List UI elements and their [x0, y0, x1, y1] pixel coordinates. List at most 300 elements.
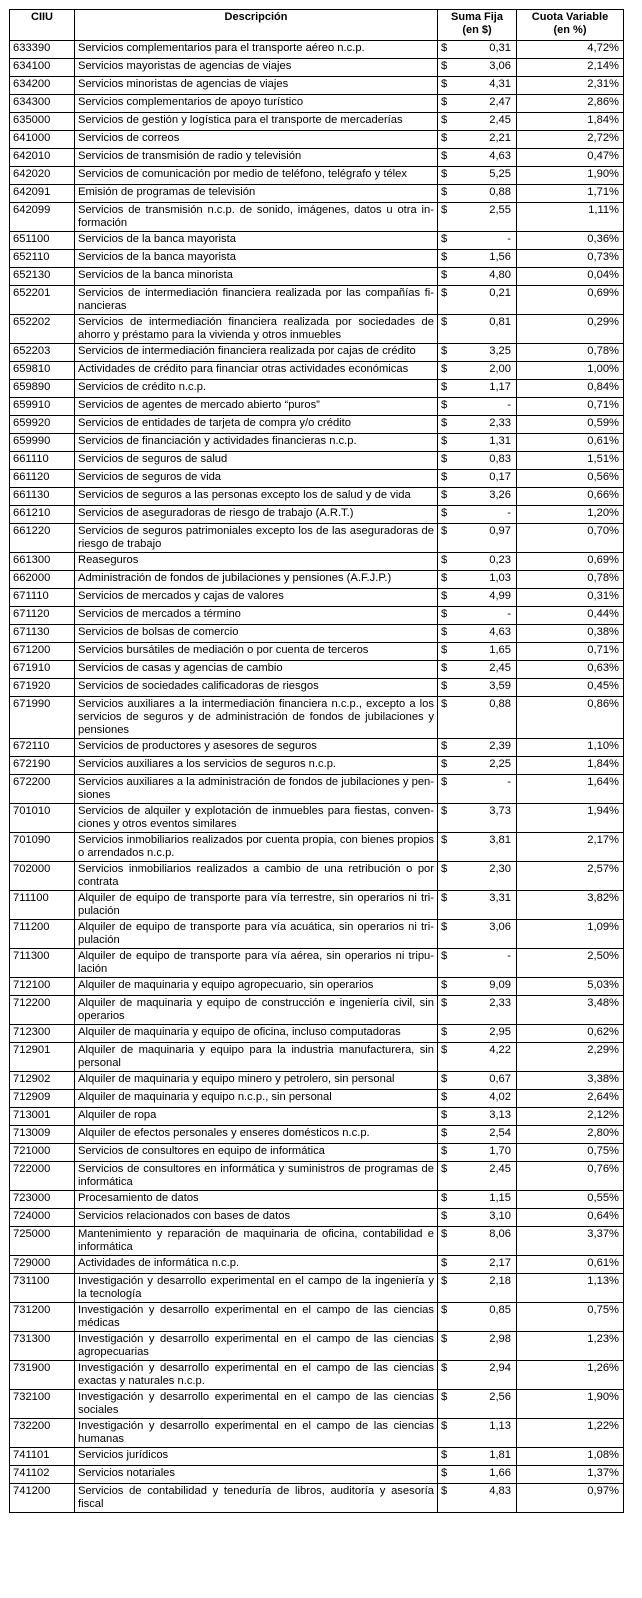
currency-symbol: $	[441, 1391, 448, 1403]
suma-fija-cell	[438, 470, 517, 488]
cuota-variable: 2,50%	[517, 949, 624, 978]
currency-symbol: $	[441, 114, 448, 126]
suma-fija-value: -	[507, 507, 511, 519]
table-row	[10, 1090, 624, 1108]
suma-fija-cell	[438, 571, 517, 589]
description: Servicios de casas y agencias de cambio	[75, 661, 438, 679]
suma-fija-value: 2,30	[489, 863, 511, 875]
table-row	[10, 506, 624, 524]
suma-fija-cell	[438, 553, 517, 571]
currency-symbol: $	[441, 417, 448, 429]
cuota-variable: 0,78%	[517, 571, 624, 589]
description: Servicios de la banca minorista	[75, 268, 438, 286]
description: Investigación y desarrollo experimental en el campo de las ciencias humanas	[75, 1419, 438, 1448]
ciiu-code: 671920	[10, 679, 75, 697]
ciiu-code: 671120	[10, 607, 75, 625]
suma-fija-cell	[438, 1390, 517, 1419]
currency-symbol: $	[441, 805, 448, 817]
cuota-variable: 1,10%	[517, 739, 624, 757]
description: Actividades de informática n.c.p.	[75, 1256, 438, 1274]
ciiu-code: 661120	[10, 470, 75, 488]
suma-fija-value: 4,22	[489, 1044, 511, 1056]
table-row	[10, 470, 624, 488]
suma-fija-value: 0,88	[489, 698, 511, 710]
suma-fija-cell	[438, 250, 517, 268]
currency-symbol: $	[441, 1073, 448, 1085]
table-row	[10, 775, 624, 804]
currency-symbol: $	[441, 608, 448, 620]
ciiu-code: 712100	[10, 978, 75, 996]
suma-fija-cell	[438, 978, 517, 996]
description: Servicios de intermediación financiera realizada por sociedades de ahorro y préstamo para la vivienda y otros inmuebles	[75, 315, 438, 344]
description: Investigación y desarrollo experimental en el campo de las ciencias médicas	[75, 1303, 438, 1332]
currency-symbol: $	[441, 1449, 448, 1461]
description: Servicios minoristas de agencias de viajes	[75, 77, 438, 95]
description: Investigación y desarrollo experimental en el campo de las ciencias sociales	[75, 1390, 438, 1419]
table-row	[10, 1419, 624, 1448]
currency-symbol: $	[441, 1192, 448, 1204]
cuota-variable: 4,72%	[517, 41, 624, 59]
suma-fija-value: 1,15	[489, 1192, 511, 1204]
table-row	[10, 625, 624, 643]
ciiu-code: 642091	[10, 185, 75, 203]
ciiu-code: 741102	[10, 1466, 75, 1484]
description: Servicios de intermediación financiera realizada por cajas de crédito	[75, 344, 438, 362]
currency-symbol: $	[441, 979, 448, 991]
table-row	[10, 862, 624, 891]
suma-fija-value: 2,17	[489, 1257, 511, 1269]
header-cuota-variable: Cuota Variable (en %)	[517, 10, 624, 41]
suma-fija-value: 0,17	[489, 471, 511, 483]
table-row	[10, 250, 624, 268]
cuota-variable: 0,44%	[517, 607, 624, 625]
currency-symbol: $	[441, 1044, 448, 1056]
ciiu-code: 662000	[10, 571, 75, 589]
description: Servicios de seguros a las personas excepto los de salud y de vida	[75, 488, 438, 506]
description: Servicios bursátiles de mediación o por cuenta de terceros	[75, 643, 438, 661]
table-row	[10, 1108, 624, 1126]
suma-fija-value: 0,83	[489, 453, 511, 465]
description: Servicios complementarios para el transporte aéreo n.c.p.	[75, 41, 438, 59]
suma-fija-value: 2,33	[489, 997, 511, 1009]
ciiu-code: 634100	[10, 59, 75, 77]
currency-symbol: $	[441, 590, 448, 602]
suma-fija-value: 5,25	[489, 168, 511, 180]
description: Investigación y desarrollo experimental en el campo de las ciencias exactas y naturales n.c.p.	[75, 1361, 438, 1390]
suma-fija-value: 1,65	[489, 644, 511, 656]
ciiu-code: 642010	[10, 149, 75, 167]
ciiu-code: 731200	[10, 1303, 75, 1332]
suma-fija-cell	[438, 398, 517, 416]
table-row	[10, 77, 624, 95]
cuota-variable: 1,90%	[517, 1390, 624, 1419]
table-row	[10, 757, 624, 775]
description: Alquiler de maquinaria y equipo para la industria manufacturera, sin personal	[75, 1043, 438, 1072]
description: Alquiler de maquinaria y equipo de construcción e ingeniería civil, sin operarios	[75, 996, 438, 1025]
suma-fija-value: 3,13	[489, 1109, 511, 1121]
currency-symbol: $	[441, 381, 448, 393]
suma-fija-value: 0,21	[489, 287, 511, 299]
ciiu-code: 712300	[10, 1025, 75, 1043]
suma-fija-value: 2,33	[489, 417, 511, 429]
suma-fija-value: 0,85	[489, 1304, 511, 1316]
suma-fija-cell	[438, 506, 517, 524]
cuota-variable: 0,61%	[517, 434, 624, 452]
description: Servicios de alquiler y explotación de inmuebles para fiestas, conven-ciones y otros eventos similares	[75, 804, 438, 833]
table-row	[10, 315, 624, 344]
cuota-variable: 0,75%	[517, 1303, 624, 1332]
ciiu-code: 671990	[10, 697, 75, 739]
table-row	[10, 1191, 624, 1209]
cuota-variable: 5,03%	[517, 978, 624, 996]
currency-symbol: $	[441, 316, 448, 328]
suma-fija-cell	[438, 625, 517, 643]
table-row	[10, 589, 624, 607]
currency-symbol: $	[441, 1026, 448, 1038]
currency-symbol: $	[441, 345, 448, 357]
ciiu-code: 634300	[10, 95, 75, 113]
suma-fija-value: 4,80	[489, 269, 511, 281]
ciiu-code: 732100	[10, 1390, 75, 1419]
description: Servicios de agentes de mercado abierto “puros”	[75, 398, 438, 416]
header-row	[10, 10, 624, 41]
suma-fija-value: 4,99	[489, 590, 511, 602]
suma-fija-cell	[438, 862, 517, 891]
currency-symbol: $	[441, 399, 448, 411]
table-row	[10, 380, 624, 398]
currency-symbol: $	[441, 950, 448, 962]
cuota-variable: 2,72%	[517, 131, 624, 149]
description: Servicios mayoristas de agencias de viajes	[75, 59, 438, 77]
currency-symbol: $	[441, 662, 448, 674]
ciiu-code: 672200	[10, 775, 75, 804]
suma-fija-cell	[438, 95, 517, 113]
suma-fija-cell	[438, 380, 517, 398]
ciiu-code: 713009	[10, 1126, 75, 1144]
cuota-variable: 1,71%	[517, 185, 624, 203]
ciiu-code: 672190	[10, 757, 75, 775]
cuota-variable: 0,04%	[517, 268, 624, 286]
description: Alquiler de ropa	[75, 1108, 438, 1126]
ciiu-code: 651100	[10, 232, 75, 250]
cuota-variable: 1,11%	[517, 203, 624, 232]
currency-symbol: $	[441, 471, 448, 483]
ciiu-code: 661220	[10, 524, 75, 553]
currency-symbol: $	[441, 453, 448, 465]
suma-fija-cell	[438, 452, 517, 470]
description: Servicios de seguros de salud	[75, 452, 438, 470]
cuota-variable: 0,70%	[517, 524, 624, 553]
cuota-variable: 0,61%	[517, 1256, 624, 1274]
ciiu-code: 731300	[10, 1332, 75, 1361]
ciiu-code: 634200	[10, 77, 75, 95]
table-row	[10, 996, 624, 1025]
currency-symbol: $	[441, 1257, 448, 1269]
cuota-variable: 0,59%	[517, 416, 624, 434]
table-row	[10, 416, 624, 434]
cuota-variable: 1,84%	[517, 757, 624, 775]
table-row	[10, 1227, 624, 1256]
suma-fija-value: 0,31	[489, 42, 511, 54]
suma-fija-value: -	[507, 950, 511, 962]
description: Servicios de transmisión de radio y televisión	[75, 149, 438, 167]
table-row	[10, 286, 624, 315]
suma-fija-value: 1,66	[489, 1467, 511, 1479]
cuota-variable: 1,94%	[517, 804, 624, 833]
suma-fija-cell	[438, 1227, 517, 1256]
description: Servicios complementarios de apoyo turístico	[75, 95, 438, 113]
ciiu-code: 672110	[10, 739, 75, 757]
cuota-variable: 0,78%	[517, 344, 624, 362]
suma-fija-value: 4,63	[489, 150, 511, 162]
ciiu-code: 722000	[10, 1162, 75, 1191]
ciiu-code: 659990	[10, 434, 75, 452]
suma-fija-value: 1,70	[489, 1145, 511, 1157]
suma-fija-cell	[438, 1274, 517, 1303]
description: Servicios de sociedades calificadoras de riesgos	[75, 679, 438, 697]
suma-fija-value: 1,81	[489, 1449, 511, 1461]
currency-symbol: $	[441, 1485, 448, 1497]
header-descripcion: Descripción	[75, 10, 438, 41]
ciiu-code: 671130	[10, 625, 75, 643]
cuota-variable: 0,69%	[517, 553, 624, 571]
suma-fija-cell	[438, 920, 517, 949]
ciiu-code: 659910	[10, 398, 75, 416]
suma-fija-value: 1,03	[489, 572, 511, 584]
suma-fija-cell	[438, 607, 517, 625]
ciiu-code: 701090	[10, 833, 75, 862]
suma-fija-value: 4,31	[489, 78, 511, 90]
suma-fija-cell	[438, 757, 517, 775]
currency-symbol: $	[441, 78, 448, 90]
table-row	[10, 1466, 624, 1484]
suma-fija-value: 2,45	[489, 662, 511, 674]
suma-fija-cell	[438, 232, 517, 250]
currency-symbol: $	[441, 1210, 448, 1222]
table-row	[10, 920, 624, 949]
table-row	[10, 95, 624, 113]
header-suma-fija: Suma Fija (en $)	[438, 10, 517, 41]
table-row	[10, 1448, 624, 1466]
suma-fija-cell	[438, 996, 517, 1025]
currency-symbol: $	[441, 1333, 448, 1345]
cuota-variable: 3,38%	[517, 1072, 624, 1090]
table-row	[10, 41, 624, 59]
suma-fija-cell	[438, 679, 517, 697]
currency-symbol: $	[441, 525, 448, 537]
description: Servicios inmobiliarios realizados por cuenta propia, con bienes propios o arrendados n.c.p.	[75, 833, 438, 862]
description: Servicios de transmisión n.c.p. de sonido, imágenes, datos u otra in-formación	[75, 203, 438, 232]
currency-symbol: $	[441, 186, 448, 198]
suma-fija-cell	[438, 1162, 517, 1191]
description: Servicios auxiliares a la intermediación financiera n.c.p., excepto a los servicios de seguros y de administración de fondos de jubilaciones y pensiones	[75, 697, 438, 739]
currency-symbol: $	[441, 740, 448, 752]
description: Alquiler de maquinaria y equipo minero y petrolero, sin personal	[75, 1072, 438, 1090]
table-row	[10, 488, 624, 506]
currency-symbol: $	[441, 507, 448, 519]
suma-fija-value: 2,54	[489, 1127, 511, 1139]
suma-fija-cell	[438, 59, 517, 77]
currency-symbol: $	[441, 1304, 448, 1316]
ciiu-code: 712901	[10, 1043, 75, 1072]
description: Servicios de bolsas de comercio	[75, 625, 438, 643]
suma-fija-value: 9,09	[489, 979, 511, 991]
description: Alquiler de maquinaria y equipo agropecuario, sin operarios	[75, 978, 438, 996]
suma-fija-cell	[438, 833, 517, 862]
table-row	[10, 1332, 624, 1361]
suma-fija-cell	[438, 891, 517, 920]
cuota-variable: 0,31%	[517, 589, 624, 607]
cuota-variable: 1,23%	[517, 1332, 624, 1361]
description: Servicios de consultores en equipo de informática	[75, 1144, 438, 1162]
description: Servicios de productores y asesores de seguros	[75, 739, 438, 757]
description: Servicios de la banca mayorista	[75, 232, 438, 250]
currency-symbol: $	[441, 435, 448, 447]
currency-symbol: $	[441, 60, 448, 72]
currency-symbol: $	[441, 997, 448, 1009]
table-row	[10, 804, 624, 833]
currency-symbol: $	[441, 204, 448, 216]
cuota-variable: 0,55%	[517, 1191, 624, 1209]
suma-fija-cell	[438, 1332, 517, 1361]
ciiu-code: 711300	[10, 949, 75, 978]
ciiu-code: 661110	[10, 452, 75, 470]
ciiu-code: 671200	[10, 643, 75, 661]
suma-fija-value: 3,59	[489, 680, 511, 692]
suma-fija-cell	[438, 286, 517, 315]
table-row	[10, 398, 624, 416]
table-row	[10, 553, 624, 571]
cuota-variable: 1,37%	[517, 1466, 624, 1484]
description: Investigación y desarrollo experimental en el campo de las ciencias agropecuarias	[75, 1332, 438, 1361]
currency-symbol: $	[441, 1127, 448, 1139]
ciiu-code: 652201	[10, 286, 75, 315]
suma-fija-cell	[438, 434, 517, 452]
description: Servicios de intermediación financiera realizada por las compañías fi-nancieras	[75, 286, 438, 315]
description: Administración de fondos de jubilaciones y pensiones (A.F.J.P.)	[75, 571, 438, 589]
currency-symbol: $	[441, 132, 448, 144]
currency-symbol: $	[441, 758, 448, 770]
ciiu-code: 661300	[10, 553, 75, 571]
suma-fija-cell	[438, 739, 517, 757]
ciiu-code: 659890	[10, 380, 75, 398]
description: Servicios de correos	[75, 131, 438, 149]
suma-fija-value: 2,45	[489, 1163, 511, 1175]
currency-symbol: $	[441, 1109, 448, 1121]
description: Servicios de financiación y actividades financieras n.c.p.	[75, 434, 438, 452]
suma-fija-value: 1,13	[489, 1420, 511, 1432]
currency-symbol: $	[441, 921, 448, 933]
suma-fija-value: 1,56	[489, 251, 511, 263]
ciiu-code: 652203	[10, 344, 75, 362]
suma-fija-cell	[438, 131, 517, 149]
suma-fija-cell	[438, 315, 517, 344]
suma-fija-value: 4,83	[489, 1485, 511, 1497]
description: Servicios de contabilidad y teneduría de libros, auditoría y asesoría fiscal	[75, 1484, 438, 1513]
suma-fija-cell	[438, 1043, 517, 1072]
ciiu-code: 671910	[10, 661, 75, 679]
currency-symbol: $	[441, 269, 448, 281]
table-row	[10, 362, 624, 380]
description: Servicios inmobiliarios realizados a cambio de una retribución o por contrata	[75, 862, 438, 891]
suma-fija-cell	[438, 1108, 517, 1126]
currency-symbol: $	[441, 892, 448, 904]
cuota-variable: 1,09%	[517, 920, 624, 949]
description: Servicios de seguros patrimoniales excepto los de las aseguradoras de riesgo de trabajo	[75, 524, 438, 553]
currency-symbol: $	[441, 1275, 448, 1287]
suma-fija-value: 0,88	[489, 186, 511, 198]
cuota-variable: 3,82%	[517, 891, 624, 920]
cuota-variable: 0,45%	[517, 679, 624, 697]
cuota-variable: 2,64%	[517, 1090, 624, 1108]
currency-symbol: $	[441, 1145, 448, 1157]
suma-fija-value: 2,94	[489, 1362, 511, 1374]
currency-symbol: $	[441, 363, 448, 375]
suma-fija-cell	[438, 416, 517, 434]
table-row	[10, 434, 624, 452]
cuota-variable: 3,48%	[517, 996, 624, 1025]
description: Servicios notariales	[75, 1466, 438, 1484]
currency-symbol: $	[441, 1163, 448, 1175]
suma-fija-cell	[438, 77, 517, 95]
cuota-variable: 2,31%	[517, 77, 624, 95]
ciiu-code: 652202	[10, 315, 75, 344]
suma-fija-cell	[438, 775, 517, 804]
suma-fija-value: 3,26	[489, 489, 511, 501]
suma-fija-cell	[438, 643, 517, 661]
suma-fija-cell	[438, 185, 517, 203]
table-row	[10, 232, 624, 250]
ciiu-code: 713001	[10, 1108, 75, 1126]
table-row	[10, 643, 624, 661]
cuota-variable: 1,20%	[517, 506, 624, 524]
cuota-variable: 0,36%	[517, 232, 624, 250]
currency-symbol: $	[441, 96, 448, 108]
suma-fija-value: 1,31	[489, 435, 511, 447]
cuota-variable: 0,84%	[517, 380, 624, 398]
suma-fija-value: 2,00	[489, 363, 511, 375]
table-row	[10, 697, 624, 739]
cuota-variable: 1,08%	[517, 1448, 624, 1466]
description: Alquiler de equipo de transporte para vía acuática, sin operarios ni tri-pulación	[75, 920, 438, 949]
suma-fija-cell	[438, 949, 517, 978]
suma-fija-value: 2,21	[489, 132, 511, 144]
suma-fija-value: 2,98	[489, 1333, 511, 1345]
table-row	[10, 524, 624, 553]
ciiu-code: 661210	[10, 506, 75, 524]
description: Servicios de comunicación por medio de teléfono, telégrafo y télex	[75, 167, 438, 185]
description: Reaseguros	[75, 553, 438, 571]
suma-fija-value: 2,47	[489, 96, 511, 108]
cuota-variable: 0,62%	[517, 1025, 624, 1043]
suma-fija-cell	[438, 167, 517, 185]
cuota-variable: 1,84%	[517, 113, 624, 131]
table-row	[10, 1484, 624, 1513]
suma-fija-value: 0,81	[489, 316, 511, 328]
table-row	[10, 1126, 624, 1144]
description: Alquiler de equipo de transporte para vía terrestre, sin operarios ni tri-pulación	[75, 891, 438, 920]
table-row	[10, 185, 624, 203]
cuota-variable: 0,38%	[517, 625, 624, 643]
table-row	[10, 833, 624, 862]
cuota-variable: 1,00%	[517, 362, 624, 380]
table-header	[10, 10, 624, 41]
suma-fija-value: 3,25	[489, 345, 511, 357]
cuota-variable: 0,97%	[517, 1484, 624, 1513]
suma-fija-cell	[438, 589, 517, 607]
description: Servicios de consultores en informática y suministros de programas de informática	[75, 1162, 438, 1191]
cuota-variable: 0,69%	[517, 286, 624, 315]
